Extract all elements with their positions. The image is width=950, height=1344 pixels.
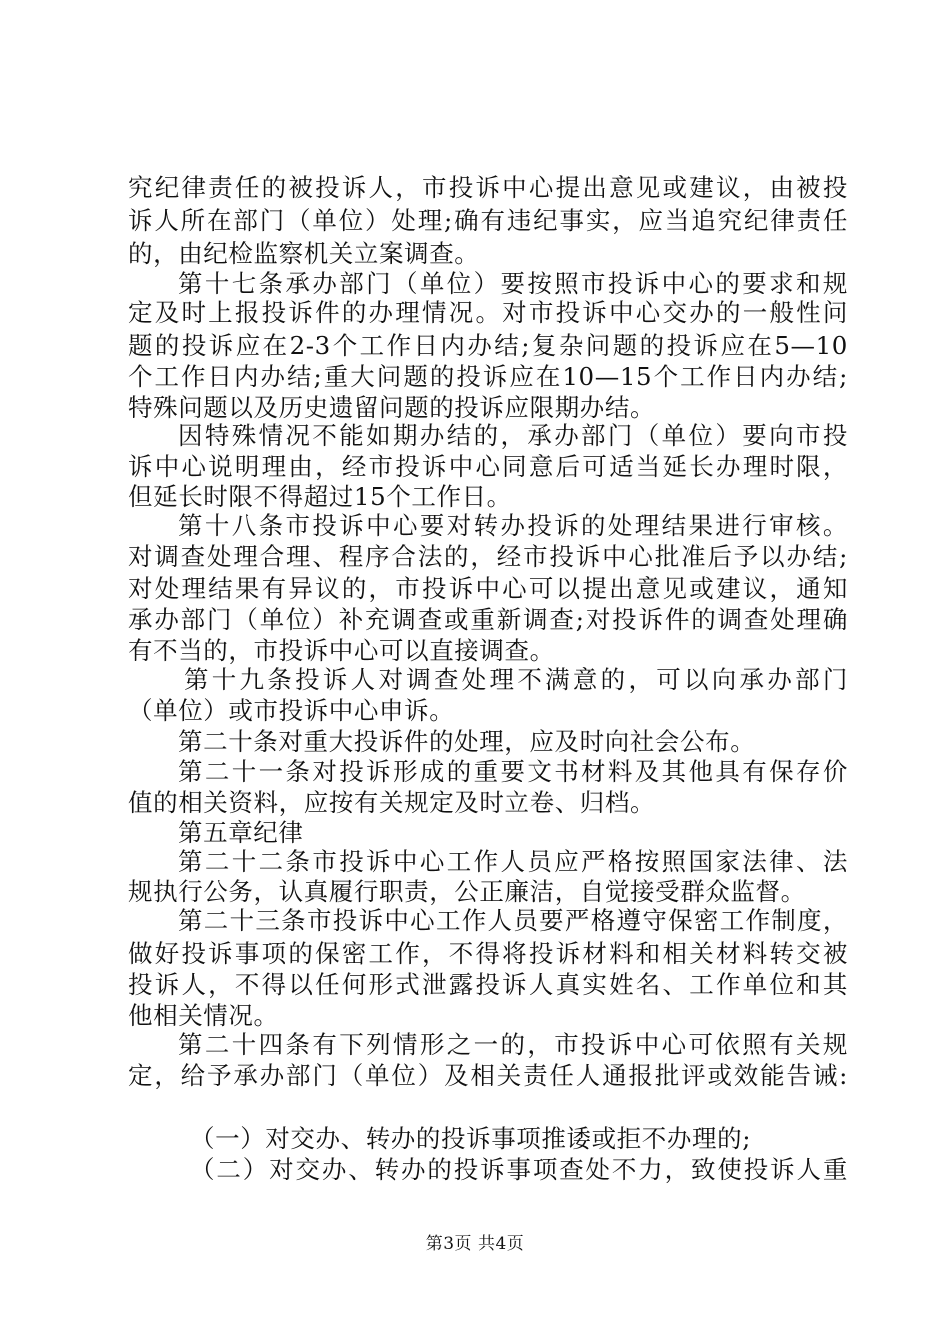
- text-line: 定及时上报投诉件的办理情况。对市投诉中心交办的一般性问: [128, 298, 848, 327]
- text-line: 规执行公务，认真履行职责，公正廉洁，自觉接受群众监督。: [128, 877, 806, 906]
- text-line: 第二十二条市投诉中心工作人员应严格按照国家法律、法: [178, 847, 848, 876]
- chapter-heading: 第五章纪律: [178, 818, 304, 847]
- page-number-footer: 第3页 共4页: [425, 1234, 525, 1254]
- text-line: 但延长时限不得超过15个工作日。: [128, 482, 512, 511]
- text-line: 有不当的，市投诉中心可以直接调查。: [128, 636, 555, 665]
- text-line: 对处理结果有异议的，市投诉中心可以提出意见或建议，通知: [128, 574, 848, 603]
- text-line: 因特殊情况不能如期办结的，承办部门（单位）要向市投: [178, 421, 848, 450]
- text-line: 第十八条市投诉中心要对转办投诉的处理结果进行审核。: [178, 511, 848, 540]
- text-line: 做好投诉事项的保密工作，不得将投诉材料和相关材料转交被: [128, 939, 848, 968]
- text-line: 第二十三条市投诉中心工作人员要严格遵守保密工作制度，: [178, 906, 848, 935]
- text-line: 投诉人，不得以任何形式泄露投诉人真实姓名、工作单位和其: [128, 970, 848, 999]
- text-line: （单位）或市投诉中心申诉。: [128, 696, 455, 725]
- text-line: 第二十一条对投诉形成的重要文书材料及其他具有保存价: [178, 757, 848, 786]
- text-line: 个工作日内办结;重大问题的投诉应在10—15个工作日内办结;: [128, 362, 848, 391]
- text-line: 第二十四条有下列情形之一的，市投诉中心可依照有关规: [178, 1030, 848, 1059]
- text-line: 的，由纪检监察机关立案调查。: [128, 239, 480, 268]
- text-line: 第十九条投诉人对调查处理不满意的，可以向承办部门: [184, 665, 848, 694]
- text-line: 第十七条承办部门（单位）要按照市投诉中心的要求和规: [178, 269, 848, 298]
- text-line: 题的投诉应在2-3个工作日内办结;复杂问题的投诉应在5—10: [128, 331, 848, 360]
- text-line: 究纪律责任的被投诉人，市投诉中心提出意见或建议，由被投: [128, 173, 848, 202]
- text-line: 对调查处理合理、程序合法的，经市投诉中心批准后予以办结;: [128, 542, 848, 571]
- text-line: 定，给予承办部门（单位）及相关责任人通报批评或效能告诫:: [128, 1061, 848, 1090]
- text-line: 第二十条对重大投诉件的处理，应及时向社会公布。: [178, 727, 756, 756]
- text-line: 值的相关资料，应按有关规定及时立卷、归档。: [128, 788, 656, 817]
- text-line: 特殊问题以及历史遗留问题的投诉应限期办结。: [128, 393, 656, 422]
- text-line: 他相关情况。: [128, 1001, 279, 1030]
- text-line: 承办部门（单位）补充调查或重新调查;对投诉件的调查处理确: [128, 605, 848, 634]
- text-line: 诉中心说明理由，经市投诉中心同意后可适当延长办理时限，: [128, 452, 848, 481]
- list-item: （二）对交办、转办的投诉事项查处不力，致使投诉人重: [190, 1155, 848, 1184]
- text-line: 诉人所在部门（单位）处理;确有违纪事实，应当追究纪律责任: [128, 206, 848, 235]
- list-item: （一）对交办、转办的投诉事项推诿或拒不办理的;: [190, 1124, 752, 1153]
